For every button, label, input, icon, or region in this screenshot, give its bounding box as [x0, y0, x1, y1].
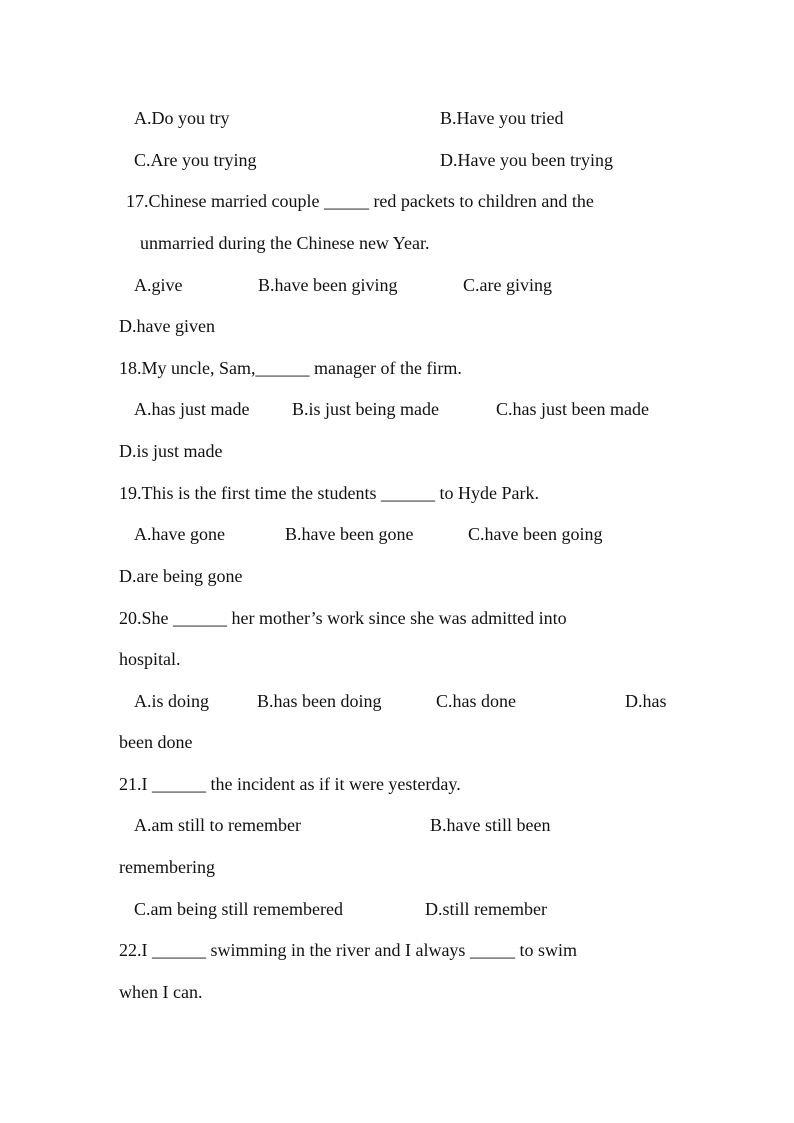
- q16-option-c: C.Are you trying: [134, 150, 257, 170]
- q20-option-d-continued: been done: [119, 732, 193, 752]
- q19-stem: 19.This is the first time the students ______ to Hyde Park.: [119, 483, 539, 503]
- q17-stem-line2: unmarried during the Chinese new Year.: [140, 233, 430, 253]
- q18-option-b: B.is just being made: [292, 399, 439, 419]
- q17-option-d: D.have given: [119, 316, 215, 336]
- q19-option-b: B.have been gone: [285, 524, 414, 544]
- q19-option-c: C.have been going: [468, 524, 603, 544]
- q17-option-c: C.are giving: [463, 275, 552, 295]
- q17-stem-line1: 17.Chinese married couple _____ red packets to children and the: [126, 191, 594, 211]
- q17-option-a: A.give: [134, 275, 183, 295]
- q18-option-c: C.has just been made: [496, 399, 649, 419]
- q20-option-b: B.has been doing: [257, 691, 382, 711]
- q20-option-c: C.has done: [436, 691, 516, 711]
- q16-option-d: D.Have you been trying: [440, 150, 613, 170]
- q20-option-a: A.is doing: [134, 691, 210, 711]
- q21-option-a: A.am still to remember: [134, 815, 301, 835]
- q22-stem-line1: 22.I ______ swimming in the river and I always _____ to swim: [119, 940, 577, 960]
- q18-option-d: D.is just made: [119, 441, 223, 461]
- q20-stem-line1: 20.She ______ her mother’s work since she was admitted into: [119, 608, 567, 628]
- q19-option-d: D.are being gone: [119, 566, 243, 586]
- q21-option-b-continued: remembering: [119, 857, 215, 877]
- q20-option-d: D.has: [625, 691, 667, 711]
- q21-option-b: B.have still been: [430, 815, 551, 835]
- q16-option-a: A.Do you try: [134, 108, 230, 128]
- q18-option-a: A.has just made: [134, 399, 250, 419]
- q21-stem: 21.I ______ the incident as if it were yesterday.: [119, 774, 461, 794]
- q16-option-b: B.Have you tried: [440, 108, 564, 128]
- q20-stem-line2: hospital.: [119, 649, 181, 669]
- q19-option-a: A.have gone: [134, 524, 225, 544]
- q17-option-b: B.have been giving: [258, 275, 398, 295]
- q21-option-c: C.am being still remembered: [134, 899, 343, 919]
- q18-stem: 18.My uncle, Sam,______ manager of the firm.: [119, 358, 462, 378]
- q22-stem-line2: when I can.: [119, 982, 203, 1002]
- q21-option-d: D.still remember: [425, 899, 547, 919]
